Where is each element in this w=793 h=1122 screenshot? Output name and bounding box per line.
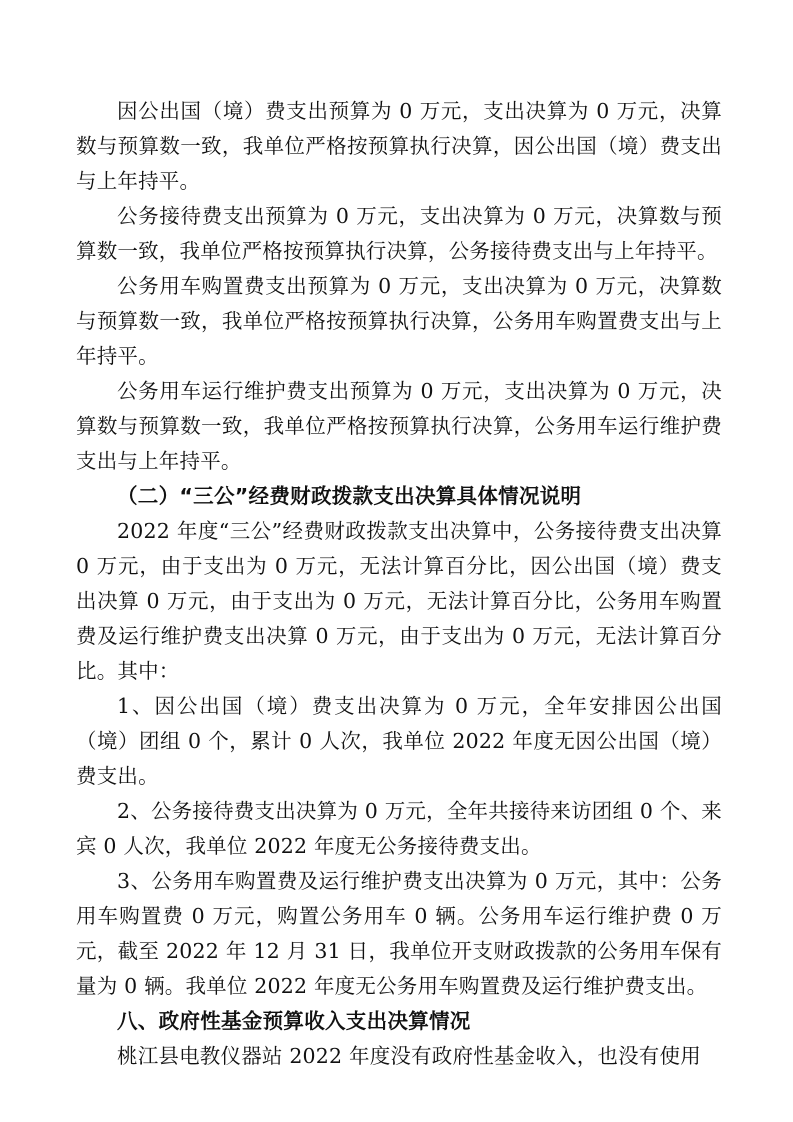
paragraph-item-3: 3、公务用车购置费及运行维护费支出决算为 0 万元，其中：公务用车购置费 0 万元，购置公务用车 0 辆。公务用车运行维护费 0 万元，截至 2022 年 12 月 31 日，我单位开支财政拨款的公务用车保有量为 0 辆。我单位 2022 年度无公务用车购置费及运行维护费支出。 <box>76 869 722 998</box>
document-page <box>76 94 722 1074</box>
section-heading-three-public: （二）“三公”经费财政拨款支出决算具体情况说明 <box>117 484 582 508</box>
paragraph-item-1: 1、因公出国（境）费支出决算为 0 万元，全年安排因公出国（境）团组 0 个，累计 0 人次，我单位 2022 年度无因公出国（境）费支出。 <box>76 694 722 788</box>
paragraph-government-funds: 桃江县电教仪器站 2022 年度没有政府性基金收入，也没有使用 <box>117 1044 701 1068</box>
paragraph-vehicle-maintenance: 公务用车运行维护费支出预算为 0 万元，支出决算为 0 万元，决算数与预算数一致，我单位严格按预算执行决算，公务用车运行维护费支出与上年持平。 <box>76 379 722 473</box>
paragraph-outbound-travel: 因公出国（境）费支出预算为 0 万元，支出决算为 0 万元，决算数与预算数一致，我单位严格按预算执行决算，因公出国（境）费支出与上年持平。 <box>76 99 722 193</box>
section-heading-government-funds: 八、政府性基金预算收入支出决算情况 <box>117 1009 471 1033</box>
paragraph-vehicle-purchase: 公务用车购置费支出预算为 0 万元，支出决算为 0 万元，决算数与预算数一致，我单位严格按预算执行决算，公务用车购置费支出与上年持平。 <box>76 274 722 368</box>
paragraph-three-public-summary: 2022 年度“三公”经费财政拨款支出决算中，公务接待费支出决算 0 万元，由于支出为 0 万元，无法计算百分比，因公出国（境）费支出决算 0 万元，由于支出为 0 万元，无法计算百分比，公务用车购置费及运行维护费支出决算 0 万元，由于支出为 0 万元，无法计算百分比。其中： <box>76 519 722 683</box>
paragraph-official-reception: 公务接待费支出预算为 0 万元，支出决算为 0 万元，决算数与预算数一致，我单位严格按预算执行决算，公务接待费支出与上年持平。 <box>76 204 722 263</box>
paragraph-item-2: 2、公务接待费支出决算为 0 万元，全年共接待来访团组 0 个、来宾 0 人次，我单位 2022 年度无公务接待费支出。 <box>76 799 722 858</box>
